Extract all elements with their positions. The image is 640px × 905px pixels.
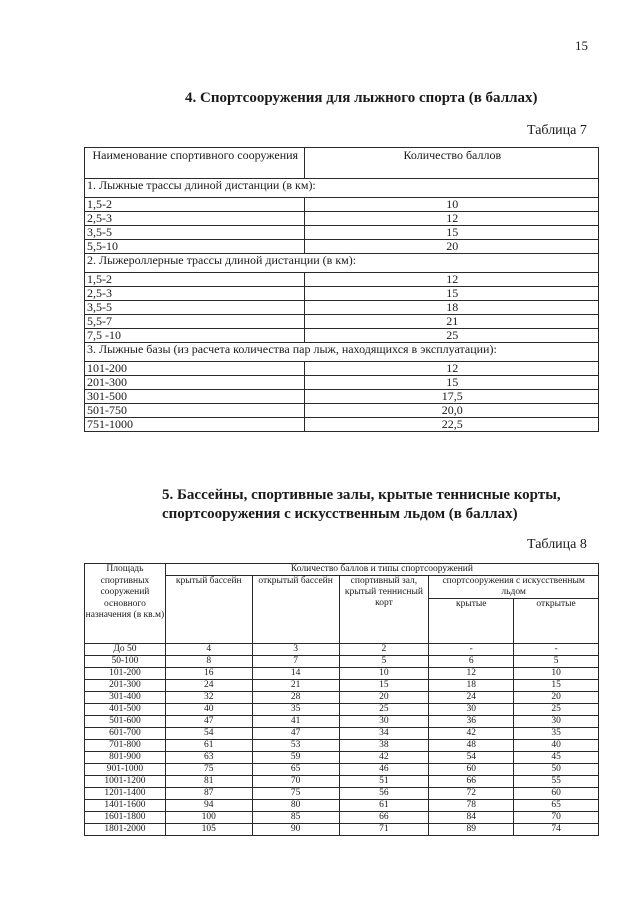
pool-open-cell: 14 [252,668,339,680]
section-5-title: 5. Бассейны, спортивные залы, крытые теннисные корты, спортсооружения с искусственным льдом (в баллах) [162,487,561,522]
table-row [85,362,599,376]
table-row [85,704,599,716]
ice-covered-cell: 12 [429,668,514,680]
table-row [85,668,599,680]
table-7-label: Таблица 7 [527,123,587,138]
area-cell: 1601-1800 [85,812,166,824]
range-cell: 101-200 [85,362,305,376]
ice-covered-cell: 60 [429,764,514,776]
ice-covered-cell: 36 [429,716,514,728]
pool-covered-cell: 54 [165,728,252,740]
ice-open-cell: 25 [514,704,599,716]
hall-cell: 20 [339,692,429,704]
table-row [85,226,599,240]
points-cell: 15 [304,226,598,240]
table-row [85,273,599,287]
pool-covered-cell: 24 [165,680,252,692]
hall-cell: 15 [339,680,429,692]
points-cell: 15 [304,287,598,301]
area-cell: 401-500 [85,704,166,716]
ice-covered-cell: 89 [429,824,514,836]
table-row [85,716,599,728]
hall-cell: 25 [339,704,429,716]
pool-covered-cell: 94 [165,800,252,812]
area-cell: 201-300 [85,680,166,692]
pool-open-cell: 7 [252,656,339,668]
pool-open-cell: 47 [252,728,339,740]
range-cell: 201-300 [85,376,305,390]
points-cell: 21 [304,315,598,329]
range-cell: 2,5-3 [85,287,305,301]
table-row [85,287,599,301]
pool-open-cell: 21 [252,680,339,692]
hall-cell: 2 [339,644,429,656]
ice-open-cell: 45 [514,752,599,764]
area-cell: 301-400 [85,692,166,704]
points-cell: 17,5 [304,390,598,404]
area-cell: 1001-1200 [85,776,166,788]
table-row [85,404,599,418]
points-cell: 12 [304,212,598,226]
ice-open-cell: 30 [514,716,599,728]
pool-open-cell: 59 [252,752,339,764]
range-cell: 3,5-5 [85,226,305,240]
points-cell: 20,0 [304,404,598,418]
points-cell: 10 [304,198,598,212]
points-cell: 22,5 [304,418,598,432]
hall-cell: 34 [339,728,429,740]
ice-open-cell: 60 [514,788,599,800]
table-row [85,740,599,752]
points-cell: 12 [304,273,598,287]
ice-open-cell: 35 [514,728,599,740]
table-row [85,764,599,776]
ice-covered-cell: 24 [429,692,514,704]
area-cell: 601-700 [85,728,166,740]
pool-open-cell: 65 [252,764,339,776]
table-row [85,800,599,812]
table-row [85,656,599,668]
pool-open-cell: 85 [252,812,339,824]
header-pool-open: открытый бассейн [252,576,339,644]
ice-covered-cell: 30 [429,704,514,716]
table-row [85,390,599,404]
header-ice-open: открытые [514,599,599,644]
range-cell: 2,5-3 [85,212,305,226]
ice-open-cell: 55 [514,776,599,788]
pool-covered-cell: 61 [165,740,252,752]
range-cell: 1,5-2 [85,198,305,212]
group-title: 1. Лыжные трассы длиной дистанции (в км): [85,179,599,198]
ice-open-cell: 70 [514,812,599,824]
range-cell: 5,5-7 [85,315,305,329]
pool-open-cell: 41 [252,716,339,728]
points-cell: 20 [304,240,598,254]
sports-halls-table [84,563,599,836]
table-row [85,728,599,740]
pool-covered-cell: 87 [165,788,252,800]
ice-covered-cell: 78 [429,800,514,812]
hall-cell: 71 [339,824,429,836]
group-title-row [85,179,599,198]
table-row [85,776,599,788]
table-row [85,644,599,656]
pool-covered-cell: 47 [165,716,252,728]
area-cell: 801-900 [85,752,166,764]
points-cell: 15 [304,376,598,390]
pool-covered-cell: 4 [165,644,252,656]
table-row [85,824,599,836]
area-cell: 101-200 [85,668,166,680]
pool-open-cell: 70 [252,776,339,788]
pool-covered-cell: 100 [165,812,252,824]
ice-open-cell: 74 [514,824,599,836]
ice-covered-cell: 6 [429,656,514,668]
pool-covered-cell: 16 [165,668,252,680]
header-points: Количество баллов [304,148,598,179]
header-hall: спортивный зал, крытый теннисный корт [339,576,429,644]
area-cell: 1201-1400 [85,788,166,800]
ice-open-cell: 65 [514,800,599,812]
range-cell: 301-500 [85,390,305,404]
table-row [85,329,599,343]
area-cell: 1801-2000 [85,824,166,836]
ice-covered-cell: 48 [429,740,514,752]
ice-covered-cell: 42 [429,728,514,740]
header-ice-covered: крытые [429,599,514,644]
group-title: 3. Лыжные базы (из расчета количества пар лыж, находящихся в эксплуатации): [85,343,599,362]
table-row [85,680,599,692]
hall-cell: 51 [339,776,429,788]
table-8-label: Таблица 8 [527,537,587,552]
group-title-row [85,343,599,362]
pool-open-cell: 3 [252,644,339,656]
table-row [85,315,599,329]
page-number: 15 [575,38,588,53]
pool-open-cell: 53 [252,740,339,752]
table-row [85,376,599,390]
hall-cell: 42 [339,752,429,764]
area-cell: До 50 [85,644,166,656]
range-cell: 501-750 [85,404,305,418]
pool-covered-cell: 75 [165,764,252,776]
pool-open-cell: 28 [252,692,339,704]
pool-covered-cell: 105 [165,824,252,836]
group-title-row [85,254,599,273]
table-header-row [85,148,599,179]
ice-open-cell: 10 [514,668,599,680]
group-title: 2. Лыжероллерные трассы длиной дистанции (в км): [85,254,599,273]
area-cell: 901-1000 [85,764,166,776]
header-pool-covered: крытый бассейн [165,576,252,644]
area-cell: 501-600 [85,716,166,728]
area-cell: 50-100 [85,656,166,668]
section-4-title: 4. Спортсооружения для лыжного спорта (в баллах) [185,90,538,106]
points-cell: 12 [304,362,598,376]
hall-cell: 56 [339,788,429,800]
table-row [85,752,599,764]
hall-cell: 61 [339,800,429,812]
table-row [85,240,599,254]
ice-open-cell: 50 [514,764,599,776]
hall-cell: 66 [339,812,429,824]
pool-covered-cell: 81 [165,776,252,788]
header-area: Площадь спортивных сооружений основного назначения (в кв.м) [85,564,166,644]
range-cell: 3,5-5 [85,301,305,315]
table-row [85,212,599,226]
ice-open-cell: 40 [514,740,599,752]
ski-facilities-table [84,147,599,432]
pool-open-cell: 75 [252,788,339,800]
hall-cell: 46 [339,764,429,776]
hall-cell: 30 [339,716,429,728]
ice-open-cell: - [514,644,599,656]
range-cell: 1,5-2 [85,273,305,287]
table-row [85,788,599,800]
ice-open-cell: 5 [514,656,599,668]
ice-open-cell: 20 [514,692,599,704]
table-row [85,692,599,704]
area-cell: 1401-1600 [85,800,166,812]
table-header-row [85,564,599,576]
header-facility-name: Наименование спортивного сооружения [85,148,305,179]
hall-cell: 38 [339,740,429,752]
ice-covered-cell: - [429,644,514,656]
points-cell: 18 [304,301,598,315]
range-cell: 751-1000 [85,418,305,432]
range-cell: 7,5 -10 [85,329,305,343]
ice-covered-cell: 66 [429,776,514,788]
pool-covered-cell: 40 [165,704,252,716]
table-row [85,812,599,824]
range-cell: 5,5-10 [85,240,305,254]
table-row [85,301,599,315]
ice-covered-cell: 84 [429,812,514,824]
ice-open-cell: 15 [514,680,599,692]
pool-open-cell: 35 [252,704,339,716]
ice-covered-cell: 72 [429,788,514,800]
area-cell: 701-800 [85,740,166,752]
header-ice: спортсооружения с искусственным льдом [429,576,599,599]
ice-covered-cell: 18 [429,680,514,692]
pool-covered-cell: 32 [165,692,252,704]
table-row [85,418,599,432]
header-group: Количество баллов и типы спортсооружений [165,564,598,576]
hall-cell: 5 [339,656,429,668]
pool-open-cell: 90 [252,824,339,836]
ice-covered-cell: 54 [429,752,514,764]
pool-open-cell: 80 [252,800,339,812]
points-cell: 25 [304,329,598,343]
table-row [85,198,599,212]
pool-covered-cell: 63 [165,752,252,764]
hall-cell: 10 [339,668,429,680]
pool-covered-cell: 8 [165,656,252,668]
